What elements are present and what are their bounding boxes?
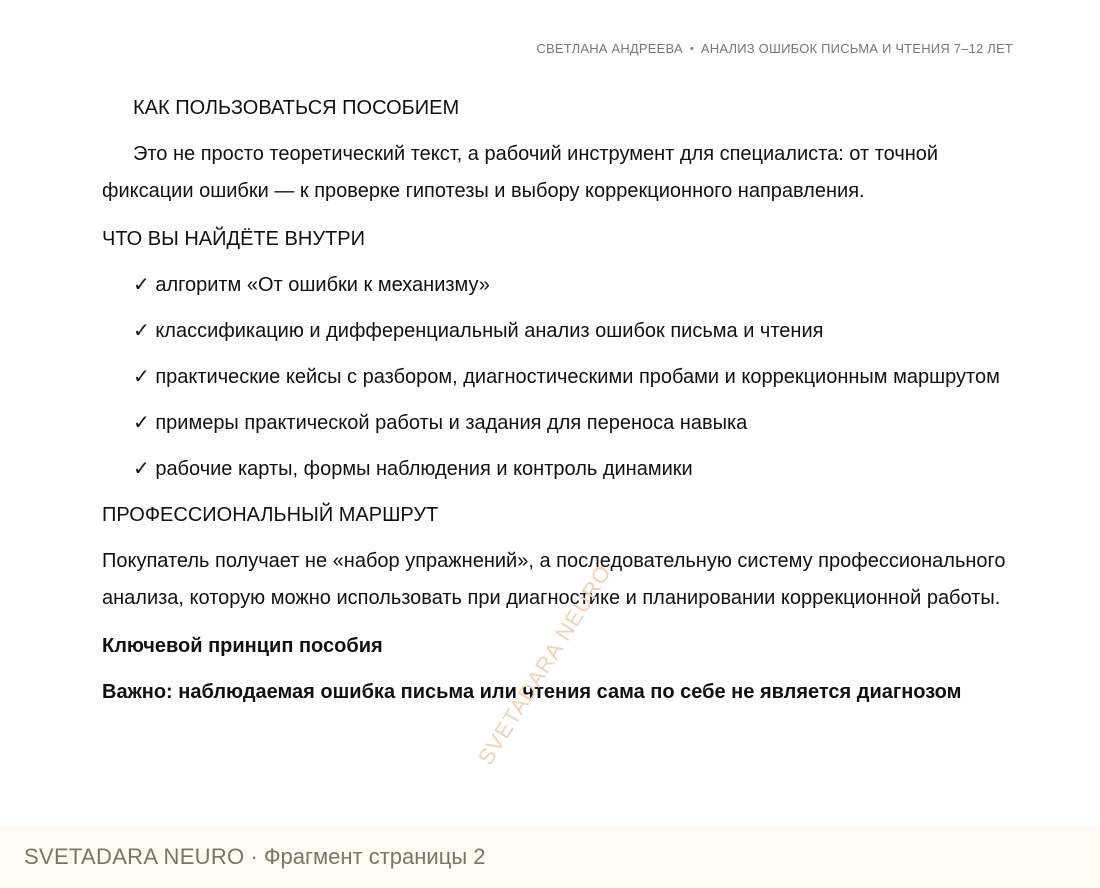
footer-text (24, 844, 485, 870)
footer-bar (0, 826, 1100, 888)
intro-paragraph: Это не просто теоретический текст, а рабочий инструмент для специалиста: от точной фиксации ошибки — к проверке гипотезы и выбору коррекционного направления. (102, 143, 939, 202)
header-author: СВЕТЛАНА АНДРЕЕВА (536, 41, 683, 56)
principle-heading: Ключевой принцип пособия (102, 635, 383, 657)
footer-page-label: Фрагмент страницы 2 (263, 844, 486, 869)
principle-text: Важно: наблюдаемая ошибка письма или чтения сама по себе не является диагнозом (102, 681, 962, 703)
checklist-item: ✓ алгоритм «От ошибки к механизму» (133, 274, 490, 296)
header-separator: • (689, 43, 694, 55)
route-paragraph: Покупатель получает не «набор упражнений», а последовательную систему профессионального анализа, которую можно использовать при диагностике и планировании коррекционной работы. (102, 550, 1006, 609)
route-heading: ПРОФЕССИОНАЛЬНЫЙ МАРШРУТ (102, 504, 439, 526)
watermark: SVETADARA NEURO (472, 560, 617, 770)
checklist-item: ✓ рабочие карты, формы наблюдения и контроль динамики (133, 458, 693, 480)
checklist-item: ✓ классификацию и дифференциальный анализ ошибок письма и чтения (133, 320, 824, 342)
checklist-item: ✓ примеры практической работы и задания для переноса навыка (133, 412, 748, 434)
footer-dot: · (250, 844, 258, 869)
header-title: АНАЛИЗ ОШИБОК ПИСЬМА И ЧТЕНИЯ 7–12 ЛЕТ (700, 41, 1013, 56)
section-title: КАК ПОЛЬЗОВАТЬСЯ ПОСОБИЕМ (133, 97, 460, 119)
inside-heading: ЧТО ВЫ НАЙДЁТЕ ВНУТРИ (102, 228, 365, 250)
footer-brand: SVETADARA NEURO (24, 844, 245, 869)
checklist-item: ✓ практические кейсы с разбором, диагностическими пробами и коррекционным маршрутом (133, 366, 1000, 388)
page-content (102, 90, 1012, 711)
running-header (536, 41, 1013, 56)
